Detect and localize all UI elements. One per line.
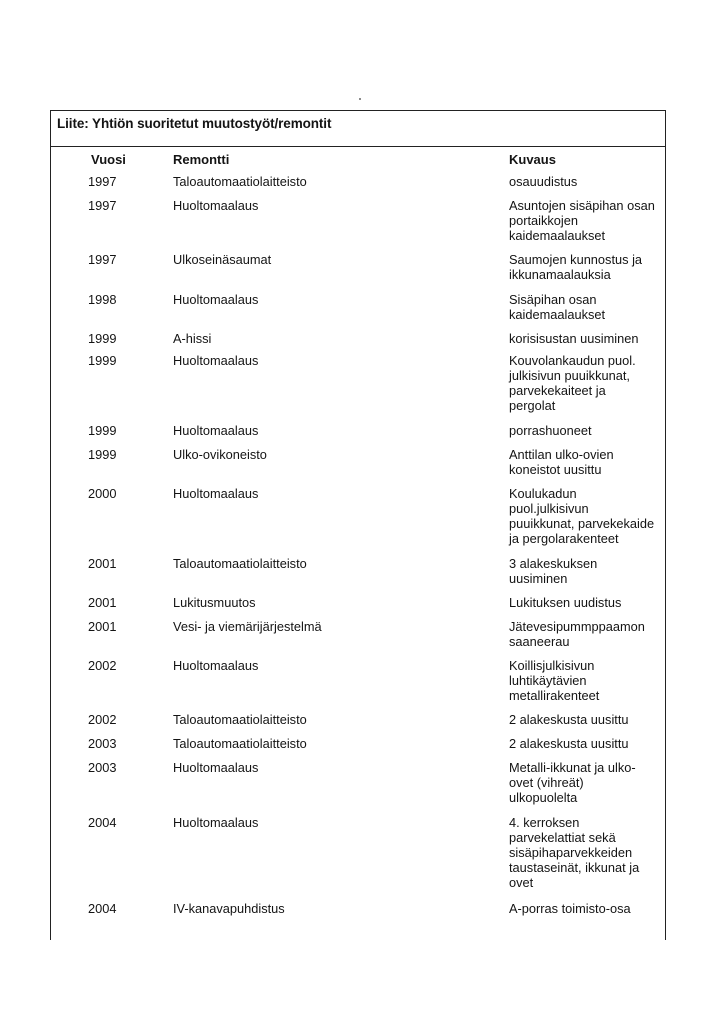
- row-year: 1999: [88, 447, 117, 462]
- row-description: 2 alakeskusta uusittu: [509, 712, 629, 727]
- row-renovation: Huoltomaalaus: [173, 198, 259, 213]
- row-renovation: Lukitusmuutos: [173, 595, 256, 610]
- row-renovation: Taloautomaatiolaitteisto: [173, 736, 307, 751]
- row-year: 1999: [88, 423, 117, 438]
- row-year: 2001: [88, 595, 117, 610]
- row-description: korisisustan uusiminen: [509, 331, 639, 346]
- row-renovation: A-hissi: [173, 331, 212, 346]
- row-year: 2003: [88, 736, 117, 751]
- row-description: Anttilan ulko-ovien koneistot uusittu: [509, 447, 614, 477]
- row-description: 4. kerroksen parvekelattiat sekä sisäpihaparvekkeiden taustaseinät, ikkunat ja ovet: [509, 815, 640, 890]
- column-header-description: Kuvaus: [509, 152, 556, 167]
- row-description: Asuntojen sisäpihan osan portaikkojen kaidemaalaukset: [509, 198, 655, 243]
- row-year: 1998: [88, 292, 117, 307]
- row-renovation: Huoltomaalaus: [173, 658, 259, 673]
- row-year: 1997: [88, 198, 117, 213]
- renovation-table: [50, 110, 666, 940]
- row-renovation: Taloautomaatiolaitteisto: [173, 712, 307, 727]
- row-renovation: Huoltomaalaus: [173, 760, 259, 775]
- row-description: Kouvolankaudun puol. julkisivun puuikkunat, parvekekaiteet ja pergolat: [509, 353, 636, 413]
- row-description: Koillisjulkisivun luhtikäytävien metallirakenteet: [509, 658, 600, 703]
- row-description: osauudistus: [509, 174, 578, 189]
- row-description: 3 alakeskuksen uusiminen: [509, 556, 598, 586]
- row-year: 1997: [88, 252, 117, 267]
- row-renovation: Huoltomaalaus: [173, 353, 259, 368]
- row-description: porrashuoneet: [509, 423, 592, 438]
- row-renovation: Huoltomaalaus: [173, 292, 259, 307]
- row-description: Metalli-ikkunat ja ulko- ovet (vihreät) ulkopuolelta: [509, 760, 636, 805]
- row-year: 1999: [88, 353, 117, 368]
- row-renovation: Vesi- ja viemärijärjestelmä: [173, 619, 322, 634]
- row-year: 1997: [88, 174, 117, 189]
- row-year: 2004: [88, 815, 117, 830]
- table-title: Liite: Yhtiön suoritetut muutostyöt/remontit: [57, 116, 332, 131]
- column-header-year: Vuosi: [91, 152, 126, 167]
- row-renovation: Ulko-ovikoneisto: [173, 447, 267, 462]
- row-renovation: Huoltomaalaus: [173, 815, 259, 830]
- row-renovation: Huoltomaalaus: [173, 423, 259, 438]
- row-description: Sisäpihan osan kaidemaalaukset: [509, 292, 606, 322]
- table-header-bar: [51, 111, 665, 147]
- row-description: 2 alakeskusta uusittu: [509, 736, 629, 751]
- column-header-renovation: Remontti: [173, 152, 230, 167]
- row-description: Lukituksen uudistus: [509, 595, 622, 610]
- row-year: 1999: [88, 331, 117, 346]
- row-year: 2004: [88, 901, 117, 916]
- scan-speck: [359, 98, 361, 100]
- row-renovation: Taloautomaatiolaitteisto: [173, 556, 307, 571]
- row-description: A-porras toimisto-osa: [509, 901, 631, 916]
- row-renovation: Taloautomaatiolaitteisto: [173, 174, 307, 189]
- row-year: 2001: [88, 619, 117, 634]
- row-renovation: Huoltomaalaus: [173, 486, 259, 501]
- row-description: Saumojen kunnostus ja ikkunamaalauksia: [509, 252, 643, 282]
- row-year: 2002: [88, 712, 117, 727]
- row-description: Koulukadun puol.julkisivun puuikkunat, parvekekaide ja pergolarakenteet: [509, 486, 655, 546]
- row-renovation: Ulkoseinäsaumat: [173, 252, 272, 267]
- row-renovation: IV-kanavapuhdistus: [173, 901, 285, 916]
- row-year: 2002: [88, 658, 117, 673]
- row-year: 2003: [88, 760, 117, 775]
- row-year: 2001: [88, 556, 117, 571]
- row-description: Jätevesipummppaamon saaneerau: [509, 619, 645, 649]
- row-year: 2000: [88, 486, 117, 501]
